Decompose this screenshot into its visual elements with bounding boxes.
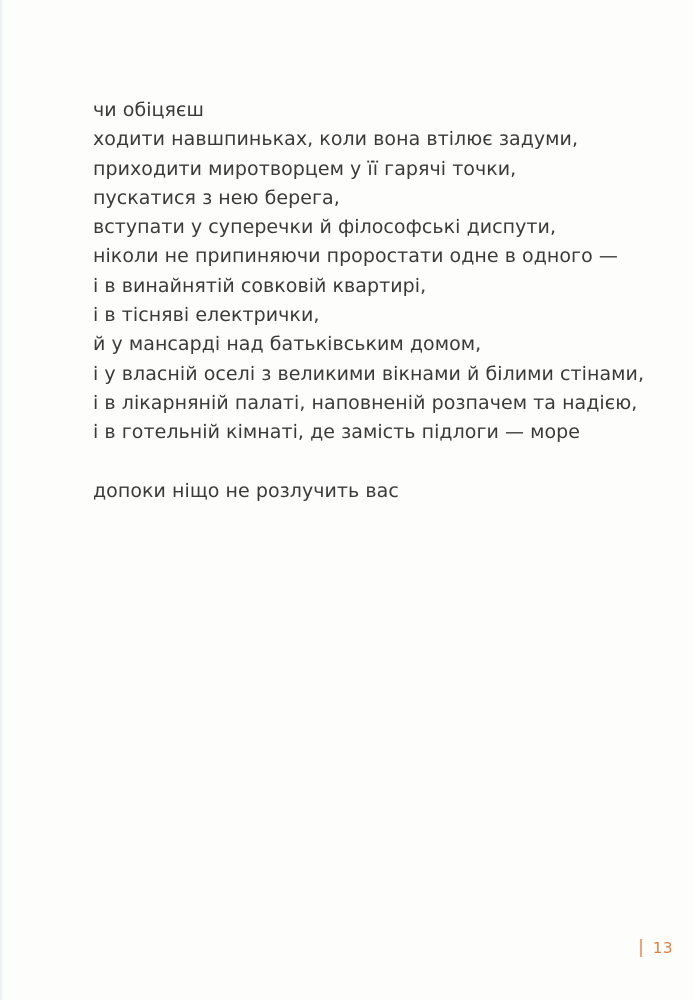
poem-line: допоки ніщо не розлучить вас (93, 479, 399, 502)
poem-line: і в тісняві електрички, (93, 304, 320, 327)
stanza-2 (93, 477, 673, 506)
poem-line: чи обіцяєш (93, 99, 204, 121)
poem-line: і в винайнятій совковій квартирі, (93, 274, 427, 297)
poem-line: пускатися з нею берега, (93, 186, 340, 209)
poem-line: ходити навшпиньках, коли вона втілює задуми, (93, 128, 579, 151)
page-footer (640, 939, 673, 957)
stanza-1 (93, 96, 673, 448)
poem-line: й у мансарді над батьківським домом, (93, 333, 482, 356)
poem-text (93, 96, 673, 506)
poem-line: вступати у суперечки й філософські диспути, (93, 216, 557, 239)
footer-separator (640, 939, 642, 957)
page-edge-shadow (0, 0, 4, 1000)
poem-line: і в лікарняній палаті, наповненій розпачем та надією, (93, 391, 638, 414)
poem-line: ніколи не припиняючи проростати одне в одного — (93, 245, 618, 268)
poem-line: і в готельній кімнаті, де замість підлоги — море (93, 421, 581, 444)
poem-line: і у власній оселі з великими вікнами й білими стінами, (93, 362, 645, 385)
poem-line: приходити миротворцем у її гарячі точки, (93, 157, 517, 180)
page-number: 13 (652, 939, 673, 957)
